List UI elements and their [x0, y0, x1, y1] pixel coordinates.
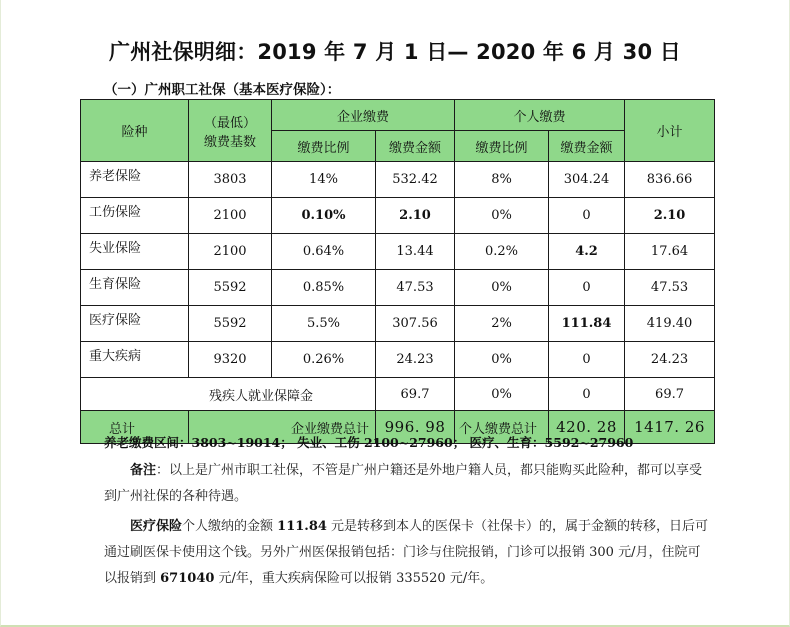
row-company-rate: 0.10%: [272, 198, 376, 234]
header-min-label: （最低）: [203, 115, 256, 131]
row-subtotal: 47.53: [625, 270, 715, 306]
row-company-amount: 24.23: [376, 342, 455, 378]
row-company-amount: 532.42: [376, 162, 455, 198]
row-personal-amount: 0: [549, 270, 625, 306]
note-paragraph: [104, 458, 712, 510]
row-personal-amount: 4.2: [549, 234, 625, 270]
medical-text-2: 元是转移到本人的医保卡（社保卡）的，属于金额的转移，日后可通过刷医保卡使用这个钱。另外广州医保报销包括：门诊与住院报销，门诊可以报销: [104, 519, 709, 560]
disabled-company-amount: 69.7: [376, 378, 455, 411]
row-subtotal: 24.23: [625, 342, 715, 378]
row-personal-rate: 0%: [455, 198, 549, 234]
row-personal-rate: 0%: [455, 270, 549, 306]
insurance-table: [80, 99, 715, 444]
header-company-rate: 缴费比例: [272, 131, 376, 162]
table-row-disabled-fund: [81, 378, 715, 411]
row-base: 3803: [189, 162, 272, 198]
row-name: 医疗保险: [81, 306, 189, 342]
row-personal-rate: 0%: [455, 342, 549, 378]
table-row: [81, 234, 715, 270]
medical-text-1: 个人缴纳的金额: [182, 519, 278, 534]
row-personal-amount: 304.24: [549, 162, 625, 198]
row-subtotal: 2.10: [625, 198, 715, 234]
contribution-range: 养老缴费区间：3803~19014； 失业、工伤 2100~27960； 医疗、生育：5592~27960: [104, 435, 634, 450]
medical-text-4: 元/年，重大疾病保险可以报销: [214, 571, 397, 586]
medical-label: 医疗保险: [130, 519, 183, 534]
row-company-amount: 307.56: [376, 306, 455, 342]
personal-total-label: 个人缴费总计: [455, 411, 549, 444]
disabled-fund-label: 残疾人就业保障金: [81, 378, 376, 411]
header-personal-amount: 缴费金额: [549, 131, 625, 162]
row-name: 失业保险: [81, 234, 189, 270]
company-total-value: 996. 98: [376, 411, 455, 444]
row-company-rate: 5.5%: [272, 306, 376, 342]
row-company-rate: 0.64%: [272, 234, 376, 270]
header-personal: 个人缴费: [455, 100, 625, 131]
medical-text-5: 元/年。: [445, 571, 494, 586]
header-company-amount: 缴费金额: [376, 131, 455, 162]
row-name: 重大疾病: [81, 342, 189, 378]
disabled-subtotal: 69.7: [625, 378, 715, 411]
row-base: 5592: [189, 306, 272, 342]
row-name: 工伤保险: [81, 198, 189, 234]
grand-total-value: 1417. 26: [625, 411, 715, 444]
row-personal-amount: 0: [549, 342, 625, 378]
disabled-personal-amount: 0: [549, 378, 625, 411]
medical-text-3: 元/月，住院可以报销到: [104, 545, 701, 586]
row-company-rate: 14%: [272, 162, 376, 198]
header-row-1: [81, 100, 715, 131]
row-personal-amount: 111.84: [549, 306, 625, 342]
table-row: [81, 306, 715, 342]
header-base-label: 缴费基数: [203, 134, 256, 150]
medical-number-4: 335520: [396, 571, 446, 586]
total-label: 总计: [81, 411, 189, 444]
table-row: [81, 342, 715, 378]
personal-total-value: 420. 28: [549, 411, 625, 444]
disabled-personal-rate: 0%: [455, 378, 549, 411]
header-min-base: [189, 100, 272, 162]
row-subtotal: 419.40: [625, 306, 715, 342]
row-personal-rate: 2%: [455, 306, 549, 342]
row-company-amount: 2.10: [376, 198, 455, 234]
row-company-rate: 0.85%: [272, 270, 376, 306]
row-name: 生育保险: [81, 270, 189, 306]
row-company-rate: 0.26%: [272, 342, 376, 378]
header-subtotal: 小计: [625, 100, 715, 162]
row-personal-rate: 8%: [455, 162, 549, 198]
header-company: 企业缴费: [272, 100, 455, 131]
row-base: 5592: [189, 270, 272, 306]
header-personal-rate: 缴费比例: [455, 131, 549, 162]
medical-paragraph: [104, 514, 712, 592]
section-title: （一）广州职工社保（基本医疗保险）：: [104, 82, 341, 98]
medical-number-1: 111.84: [277, 519, 327, 534]
row-base: 9320: [189, 342, 272, 378]
medical-number-2: 300: [589, 545, 614, 560]
row-base: 2100: [189, 234, 272, 270]
table-row: [81, 270, 715, 306]
company-total-label: 企业缴费总计: [189, 411, 376, 444]
header-insurance-type: 险种: [81, 100, 189, 162]
row-company-amount: 47.53: [376, 270, 455, 306]
note-text: ：以上是广州市职工社保，不管是广州户籍还是外地户籍人员，都只能购买此险种，都可以享受到广州社保的各种待遇。: [104, 463, 703, 504]
row-name: 养老保险: [81, 162, 189, 198]
row-company-amount: 13.44: [376, 234, 455, 270]
page-title: 广州社保明细：2019 年 7 月 1 日— 2020 年 6 月 30 日: [109, 40, 681, 64]
table-row: [81, 198, 715, 234]
row-subtotal: 17.64: [625, 234, 715, 270]
table-row: [81, 162, 715, 198]
row-base: 2100: [189, 198, 272, 234]
row-subtotal: 836.66: [625, 162, 715, 198]
row-personal-amount: 0: [549, 198, 625, 234]
medical-number-3: 671040: [160, 571, 215, 586]
row-personal-rate: 0.2%: [455, 234, 549, 270]
note-label: 备注: [130, 463, 157, 478]
